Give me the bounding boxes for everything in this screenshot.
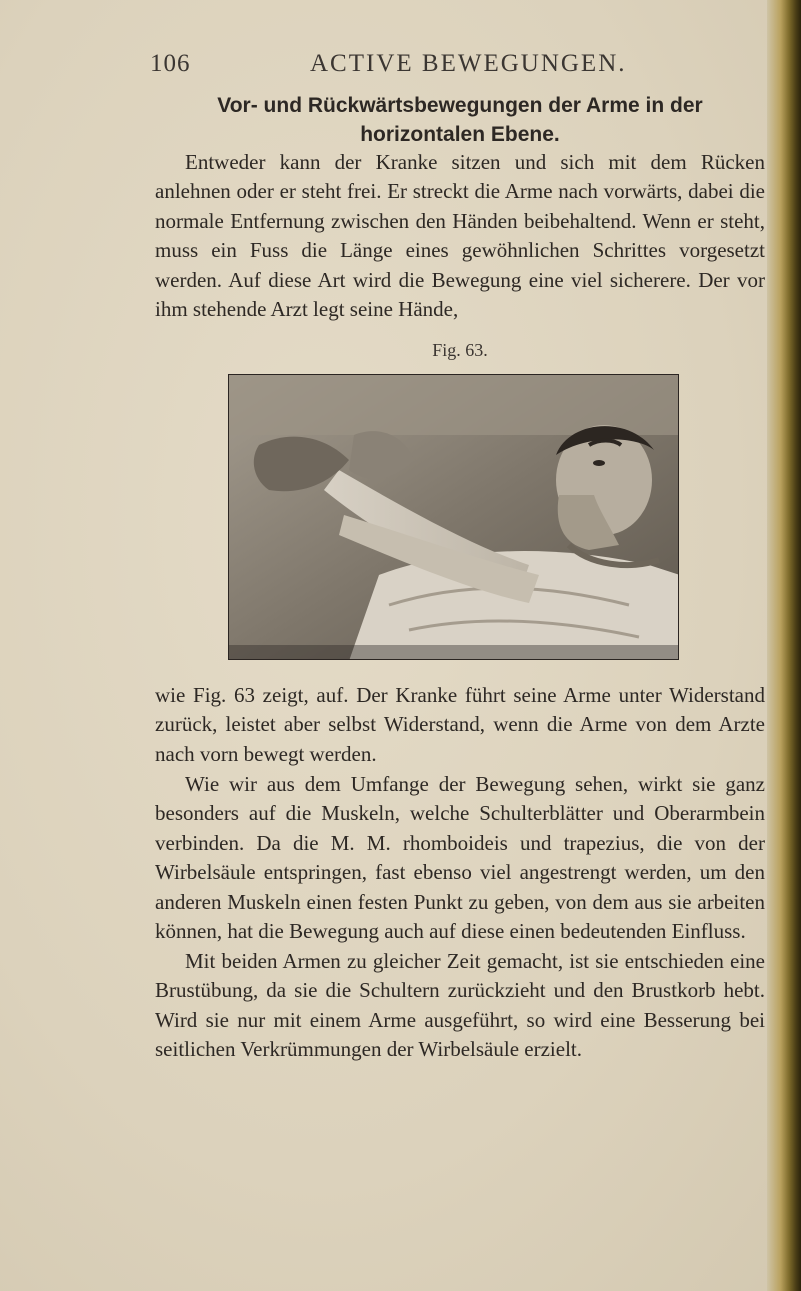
- page-edge: [767, 0, 801, 1291]
- paragraph-2: wie Fig. 63 zeigt, auf. Der Kranke führt seine Arme unter Widerstand zurück, leistet aber selbst Widerstand, wenn die Arme von dem Arzte nach vorn bewegt werden.: [155, 683, 765, 766]
- paragraph-4: Mit beiden Armen zu gleicher Zeit gemacht, ist sie entschieden eine Brustübung, da sie die Schultern zurückzieht und den Brustkorb hebt. Wird sie nur mit einem Arme ausgeführt, so wird eine Besserung bei seitlichen Verkrümmungen der Wirbelsäule erzielt.: [155, 949, 765, 1062]
- figure-caption: Fig. 63.: [432, 340, 488, 360]
- section-heading: Vor- und Rückwärtsbewegungen der Arme in der horizontalen Ebene.: [217, 94, 703, 146]
- photo-illustration: [229, 375, 679, 660]
- page-header: [150, 50, 690, 80]
- page-number: 106: [150, 50, 191, 77]
- running-head: ACTIVE BEWEGUNGEN.: [310, 50, 627, 77]
- figure-photograph: [228, 374, 679, 660]
- paragraph-3: Wie wir aus dem Umfange der Bewegung sehen, wirkt sie ganz besonders auf die Muskeln, welche Schulterblätter und Oberarmbein verbinden. Da die M. M. rhomboideis und trapezius, die von der Wirbelsäule entspringen, fast ebenso viel angestrengt werden, um den anderen Muskeln einen festen Punkt zu geben, von dem aus sie arbeiten können, hat die Bewegung auch auf diese einen bedeutenden Einfluss.: [155, 772, 765, 944]
- paragraph-1: Entweder kann der Kranke sitzen und sich mit dem Rücken anlehnen oder er steht frei. Er streckt die Arme nach vorwärts, dabei die normale Entfernung zwischen den Händen beibehaltend. Wenn er steht, muss ein Fuss die Länge eines gewöhnlichen Schrittes vorgesetzt werden. Auf diese Art wird die Bewegung eine viel sicherere. Der vor ihm stehende Arzt legt seine Hände,: [155, 150, 765, 322]
